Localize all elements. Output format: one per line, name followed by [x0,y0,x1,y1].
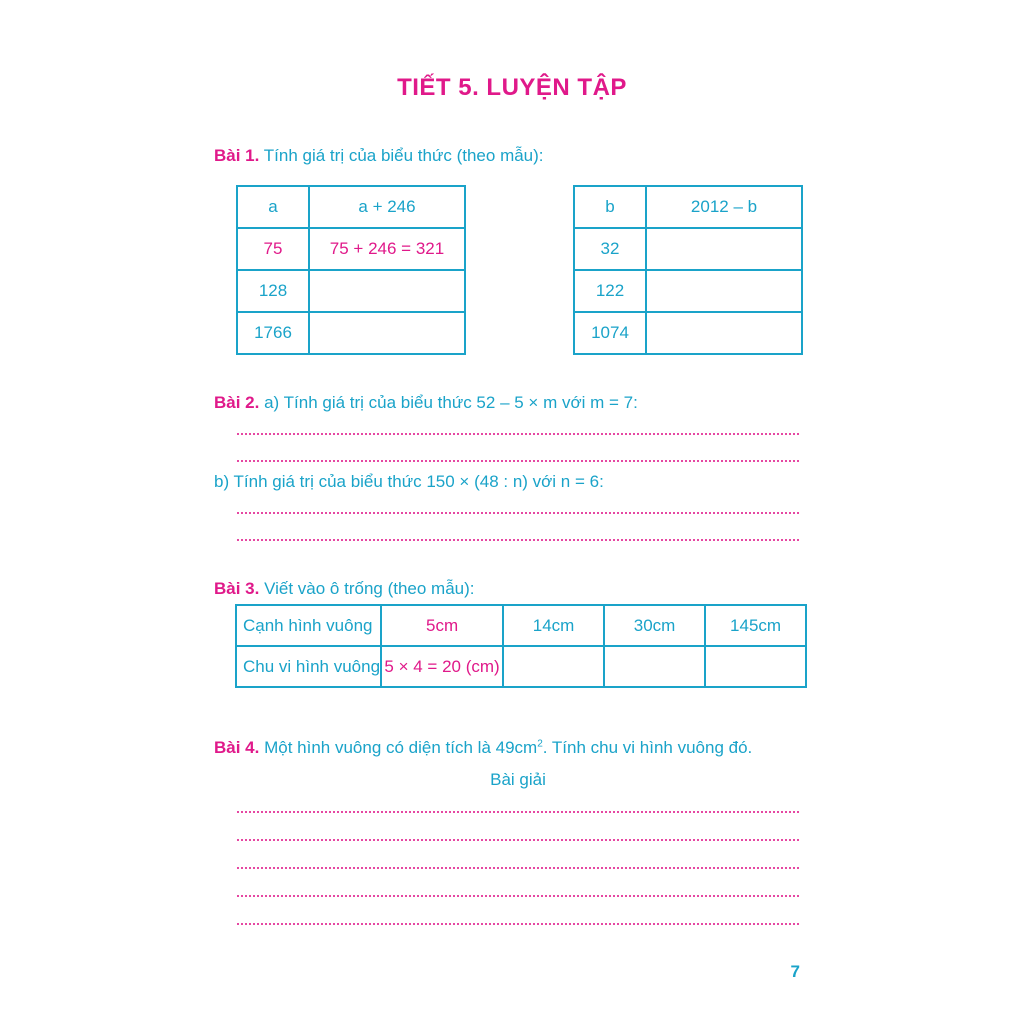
exercise-1-heading [214,146,544,166]
exercise-1-table-a [236,185,466,355]
answer-line[interactable] [236,867,800,869]
table-a-header-a: a [237,186,309,228]
answer-line[interactable] [236,433,800,435]
solution-label: Bài giải [490,770,546,789]
perimeter-answer-cell[interactable] [705,646,806,687]
perimeter-answer-cell[interactable] [503,646,604,687]
exercise-4-text-before: Một hình vuông có diện tích là 49cm [264,738,538,757]
exercise-1-table-b [573,185,803,355]
table-b-cell: 32 [574,228,646,270]
table-a-cell: 1766 [237,312,309,354]
table-b-header-b: b [574,186,646,228]
page-title: TIẾT 5. LUYỆN TẬP [397,74,627,101]
table-a-answer-cell[interactable] [309,270,465,312]
exercise-3-label: Bài 3. [214,579,260,598]
row-label-perimeter: Chu vi hình vuông [236,646,381,687]
exercise-4-label: Bài 4. [214,738,260,757]
table-a-cell: 75 [237,228,309,270]
row-label-side: Cạnh hình vuông [236,605,381,646]
table-b-cell: 122 [574,270,646,312]
exercise-1-text: Tính giá trị của biểu thức (theo mẫu): [263,146,544,165]
page-number: 7 [790,962,800,981]
exercise-1-label: Bài 1. [214,146,260,165]
side-cell: 145cm [705,605,806,646]
answer-line[interactable] [236,923,800,925]
exercise-3-heading [214,579,475,599]
side-cell-example: 5cm [381,605,503,646]
table-b-answer-cell[interactable] [646,228,802,270]
exercise-4-heading [214,738,752,758]
answer-line[interactable] [236,811,800,813]
table-b-cell: 1074 [574,312,646,354]
table-b-answer-cell[interactable] [646,270,802,312]
exercise-4-superscript: 2 [537,738,543,750]
answer-line[interactable] [236,512,800,514]
answer-line[interactable] [236,539,800,541]
table-b-answer-cell[interactable] [646,312,802,354]
table-a-cell: 128 [237,270,309,312]
exercise-2-text-b: b) Tính giá trị của biểu thức 150 × (48 : n) với n = 6: [214,472,604,491]
exercise-4-text-after: . Tính chu vi hình vuông đó. [542,738,753,757]
table-a-answer-cell[interactable] [309,312,465,354]
perimeter-cell-example: 5 × 4 = 20 (cm) [381,646,503,687]
exercise-2-text-a: a) Tính giá trị của biểu thức 52 – 5 × m với m = 7: [264,393,638,412]
exercise-2-heading [214,393,638,413]
perimeter-answer-cell[interactable] [604,646,705,687]
side-cell: 14cm [503,605,604,646]
table-a-cell-example: 75 + 246 = 321 [309,228,465,270]
table-b-header-expr: 2012 – b [646,186,802,228]
exercise-3-table [235,604,807,688]
answer-line[interactable] [236,839,800,841]
exercise-2-label: Bài 2. [214,393,260,412]
exercise-3-text: Viết vào ô trống (theo mẫu): [264,579,475,598]
answer-line[interactable] [236,895,800,897]
table-a-header-expr: a + 246 [309,186,465,228]
side-cell: 30cm [604,605,705,646]
answer-line[interactable] [236,460,800,462]
